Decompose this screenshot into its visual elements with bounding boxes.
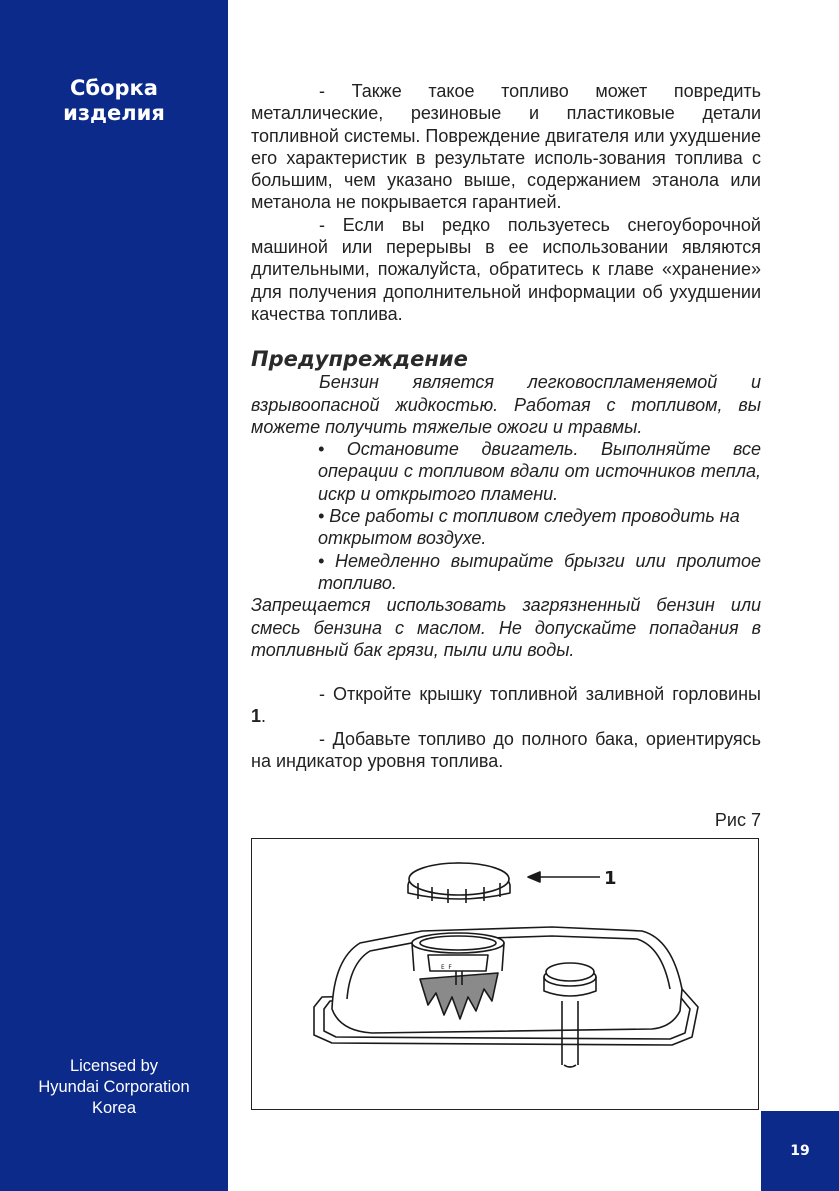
warning-title: Предупреждение (251, 347, 468, 372)
paragraph-fuel-damage: - Также такое топливо может повредить металлические, резиновые и пластиковые детали топливной системы. Повреждение двигателя или ухудшение его характеристик в результате исполь-зования топлива с большим, чем указано выше, содержанием этанола или метанола не покрывается гарантией. (251, 81, 761, 213)
warning-bullet-1: • Остановите двигатель. Выполняйте все операции с топливом вдали от источников тепла, искр и открытого пламени. (318, 439, 761, 504)
warning-outro: Запрещается использовать загрязненный бензин или смесь бензина с маслом. Не допускайте попадания в топливный бак грязи, пыли или воды. (251, 595, 761, 660)
figure-caption: Рис 7 (714, 810, 761, 830)
warning-bullet-3: • Немедленно вытирайте брызги или пролитое топливо. (318, 550, 761, 593)
main-content (251, 80, 761, 772)
paragraph-storage: - Если вы редко пользуетесь снегоуборочной машиной или перерывы в ее использовании являются длительными, пожалуйста, обратитесь к главе «хранение» для получения дополнительной информации об ухудшении качества топлива. (251, 214, 761, 324)
figure-fuel-tank (251, 838, 759, 1110)
step-open-cap (251, 683, 761, 728)
page-number: 19 (790, 1143, 810, 1159)
warning-bullet-2-line2: открытом воздухе. (318, 528, 487, 549)
license-line1: Licensed by (69, 1057, 159, 1075)
step-add-fuel: - Добавьте топливо до полного бака, ориентируясь на индикатор уровня топлива. (251, 728, 761, 772)
callout-label: 1 (604, 868, 617, 889)
fuel-tank-illustration (252, 839, 760, 1111)
warning-intro: Бензин является легковоспламеняемой и взрывоопасной жидкостью. Работая с топливом, вы можете получить тяжелые ожоги и травмы. (251, 372, 761, 437)
step-open-cap-text: - Откройте крышку топливной заливной горловины (319, 684, 761, 705)
license-line3: Korea (91, 1099, 137, 1117)
sidebar (0, 0, 228, 1191)
section-title (0, 76, 228, 126)
step-open-cap-end: . (261, 706, 267, 727)
warning-bullet-2 (251, 505, 761, 550)
warning-bullet-2-line1: • Все работы с топливом следует проводить на (318, 506, 740, 527)
license-line2: Hyundai Corporation (38, 1078, 190, 1096)
step-open-cap-ref: 1 (251, 706, 262, 727)
license-text (0, 1056, 228, 1119)
section-title-line2: изделия (63, 101, 165, 125)
section-title-line1: Сборка (70, 76, 158, 100)
gauge-label: E F (441, 964, 452, 971)
